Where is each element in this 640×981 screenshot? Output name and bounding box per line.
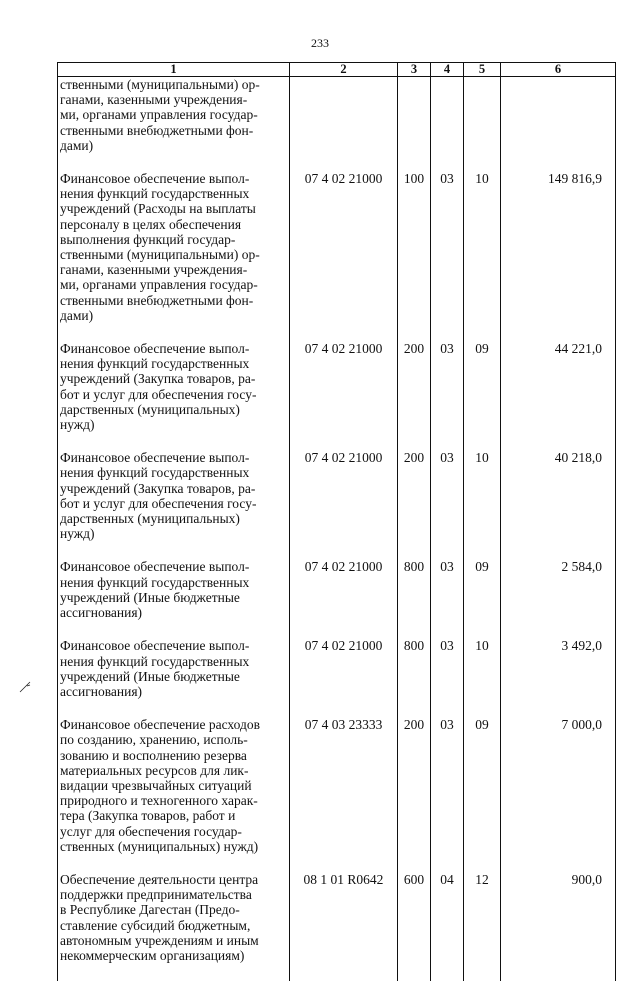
- spacer-cell: [58, 620, 290, 638]
- row-subsection: 10: [464, 171, 501, 323]
- description-line: нужд): [60, 526, 286, 541]
- description-line: бот и услуг для обеспечения госу-: [60, 496, 286, 511]
- row-description: [58, 638, 290, 699]
- spacer-cell: [464, 153, 501, 171]
- row-code: 08 1 01 R0642: [290, 872, 398, 963]
- spacer-cell: [501, 699, 616, 717]
- pen-mark: [18, 679, 32, 693]
- row-amount: 7 000,0: [501, 717, 616, 854]
- row-expense-type: 800: [398, 638, 431, 699]
- row-amount: 3 492,0: [501, 638, 616, 699]
- description-line: дарственных (муниципальных): [60, 511, 286, 526]
- spacer-cell: [398, 699, 431, 717]
- row-amount: 40 218,0: [501, 450, 616, 541]
- spacer-cell: [58, 699, 290, 717]
- description-line: учреждений (Закупка товаров, ра-: [60, 481, 286, 496]
- description-line: ми, органами управления государ-: [60, 107, 286, 122]
- spacer-cell: [58, 854, 290, 872]
- row-subsection: 10: [464, 450, 501, 541]
- row-subsection: 09: [464, 717, 501, 854]
- description-line: Финансовое обеспечение выпол-: [60, 341, 286, 356]
- description-line: ми, органами управления государ-: [60, 277, 286, 292]
- row-expense-type: 200: [398, 341, 431, 432]
- row-code: 07 4 02 21000: [290, 171, 398, 323]
- row-spacer: [58, 153, 616, 171]
- row-description: [58, 77, 290, 154]
- row-description: [58, 171, 290, 323]
- row-amount: 2 584,0: [501, 559, 616, 620]
- row-spacer: [58, 854, 616, 872]
- row-amount: 900,0: [501, 872, 616, 963]
- row-code: 07 4 03 23333: [290, 717, 398, 854]
- table-row: [58, 559, 616, 620]
- row-description: [58, 872, 290, 963]
- row-code: [290, 77, 398, 154]
- column-header: 2: [290, 63, 398, 77]
- spacer-cell: [290, 541, 398, 559]
- spacer-cell: [398, 153, 431, 171]
- spacer-cell: [431, 432, 464, 450]
- row-code: 07 4 02 21000: [290, 450, 398, 541]
- description-line: бот и услуг для обеспечения госу-: [60, 387, 286, 402]
- row-description: [58, 717, 290, 854]
- row-spacer: [58, 323, 616, 341]
- description-line: нения функций государственных: [60, 186, 286, 201]
- row-expense-type: 600: [398, 872, 431, 963]
- column-header: 6: [501, 63, 616, 77]
- spacer-cell: [431, 963, 464, 981]
- description-line: некоммерческим организациям): [60, 948, 286, 963]
- description-line: нения функций государственных: [60, 356, 286, 371]
- spacer-cell: [431, 153, 464, 171]
- spacer-cell: [58, 323, 290, 341]
- description-line: ганами, казенными учреждения-: [60, 262, 286, 277]
- column-header: 5: [464, 63, 501, 77]
- description-line: Финансовое обеспечение выпол-: [60, 171, 286, 186]
- row-description: [58, 341, 290, 432]
- spacer-cell: [431, 699, 464, 717]
- spacer-cell: [290, 963, 398, 981]
- spacer-cell: [501, 963, 616, 981]
- description-line: ственными внебюджетными фон-: [60, 123, 286, 138]
- row-amount: 149 816,9: [501, 171, 616, 323]
- row-section: 03: [431, 717, 464, 854]
- description-line: нения функций государственных: [60, 465, 286, 480]
- description-line: природного и техногенного харак-: [60, 793, 286, 808]
- description-line: Финансовое обеспечение выпол-: [60, 450, 286, 465]
- row-code: 07 4 02 21000: [290, 341, 398, 432]
- row-expense-type: [398, 77, 431, 154]
- row-spacer: [58, 963, 616, 981]
- row-subsection: 09: [464, 341, 501, 432]
- spacer-cell: [290, 620, 398, 638]
- description-line: дарственных (муниципальных): [60, 402, 286, 417]
- description-line: по созданию, хранению, исполь-: [60, 732, 286, 747]
- spacer-cell: [464, 432, 501, 450]
- page-number: 233: [0, 36, 640, 51]
- row-section: 03: [431, 171, 464, 323]
- spacer-cell: [501, 323, 616, 341]
- spacer-cell: [464, 963, 501, 981]
- spacer-cell: [501, 153, 616, 171]
- column-header: 3: [398, 63, 431, 77]
- spacer-cell: [464, 620, 501, 638]
- spacer-cell: [398, 323, 431, 341]
- budget-table: [57, 62, 616, 981]
- description-line: видации чрезвычайных ситуаций: [60, 778, 286, 793]
- description-line: ганами, казенными учреждения-: [60, 92, 286, 107]
- spacer-cell: [431, 620, 464, 638]
- row-expense-type: 200: [398, 450, 431, 541]
- row-section: 03: [431, 341, 464, 432]
- table-body: [58, 77, 616, 981]
- description-line: дами): [60, 138, 286, 153]
- row-expense-type: 800: [398, 559, 431, 620]
- row-section: 03: [431, 559, 464, 620]
- spacer-cell: [290, 432, 398, 450]
- spacer-cell: [290, 854, 398, 872]
- spacer-cell: [58, 153, 290, 171]
- spacer-cell: [464, 699, 501, 717]
- row-spacer: [58, 541, 616, 559]
- spacer-cell: [290, 323, 398, 341]
- row-spacer: [58, 620, 616, 638]
- spacer-cell: [398, 854, 431, 872]
- header-row: [58, 63, 616, 77]
- column-header: 4: [431, 63, 464, 77]
- row-amount: [501, 77, 616, 154]
- spacer-cell: [501, 620, 616, 638]
- description-line: ственных (муниципальных) нужд): [60, 839, 286, 854]
- row-description: [58, 450, 290, 541]
- spacer-cell: [398, 432, 431, 450]
- description-line: ассигнования): [60, 605, 286, 620]
- table-row: [58, 77, 616, 154]
- spacer-cell: [58, 963, 290, 981]
- description-line: зованию и восполнению резерва: [60, 748, 286, 763]
- spacer-cell: [501, 432, 616, 450]
- spacer-cell: [58, 541, 290, 559]
- spacer-cell: [58, 432, 290, 450]
- spacer-cell: [398, 620, 431, 638]
- spacer-cell: [501, 854, 616, 872]
- row-expense-type: 200: [398, 717, 431, 854]
- description-line: выполнения функций государ-: [60, 232, 286, 247]
- description-line: персоналу в целях обеспечения: [60, 217, 286, 232]
- description-line: Финансовое обеспечение выпол-: [60, 559, 286, 574]
- row-subsection: 12: [464, 872, 501, 963]
- description-line: Обеспечение деятельности центра: [60, 872, 286, 887]
- description-line: материальных ресурсов для лик-: [60, 763, 286, 778]
- description-line: учреждений (Иные бюджетные: [60, 590, 286, 605]
- description-line: учреждений (Закупка товаров, ра-: [60, 371, 286, 386]
- description-line: ассигнования): [60, 684, 286, 699]
- description-line: ственными (муниципальными) ор-: [60, 77, 286, 92]
- table-row: [58, 341, 616, 432]
- description-line: дами): [60, 308, 286, 323]
- description-line: в Республике Дагестан (Предо-: [60, 902, 286, 917]
- description-line: поддержки предпринимательства: [60, 887, 286, 902]
- row-subsection: [464, 77, 501, 154]
- table-row: [58, 171, 616, 323]
- row-amount: 44 221,0: [501, 341, 616, 432]
- description-line: учреждений (Иные бюджетные: [60, 669, 286, 684]
- description-line: услуг для обеспечения государ-: [60, 824, 286, 839]
- description-line: учреждений (Расходы на выплаты: [60, 201, 286, 216]
- row-expense-type: 100: [398, 171, 431, 323]
- spacer-cell: [431, 541, 464, 559]
- spacer-cell: [290, 699, 398, 717]
- description-line: нения функций государственных: [60, 654, 286, 669]
- table-row: [58, 450, 616, 541]
- row-code: 07 4 02 21000: [290, 559, 398, 620]
- row-code: 07 4 02 21000: [290, 638, 398, 699]
- description-line: ственными (муниципальными) ор-: [60, 247, 286, 262]
- table-row: [58, 872, 616, 963]
- spacer-cell: [398, 541, 431, 559]
- description-line: нужд): [60, 417, 286, 432]
- table-row: [58, 638, 616, 699]
- description-line: Финансовое обеспечение расходов: [60, 717, 286, 732]
- description-line: нения функций государственных: [60, 575, 286, 590]
- spacer-cell: [464, 323, 501, 341]
- row-spacer: [58, 432, 616, 450]
- spacer-cell: [290, 153, 398, 171]
- row-subsection: 09: [464, 559, 501, 620]
- description-line: Финансовое обеспечение выпол-: [60, 638, 286, 653]
- description-line: ственными внебюджетными фон-: [60, 293, 286, 308]
- spacer-cell: [431, 323, 464, 341]
- table-row: [58, 717, 616, 854]
- spacer-cell: [464, 541, 501, 559]
- row-section: 04: [431, 872, 464, 963]
- spacer-cell: [398, 963, 431, 981]
- row-section: 03: [431, 638, 464, 699]
- row-section: [431, 77, 464, 154]
- row-spacer: [58, 699, 616, 717]
- row-description: [58, 559, 290, 620]
- description-line: тера (Закупка товаров, работ и: [60, 808, 286, 823]
- spacer-cell: [501, 541, 616, 559]
- column-header: 1: [58, 63, 290, 77]
- spacer-cell: [464, 854, 501, 872]
- spacer-cell: [431, 854, 464, 872]
- row-section: 03: [431, 450, 464, 541]
- description-line: ставление субсидий бюджетным,: [60, 918, 286, 933]
- description-line: автономным учреждениям и иным: [60, 933, 286, 948]
- row-subsection: 10: [464, 638, 501, 699]
